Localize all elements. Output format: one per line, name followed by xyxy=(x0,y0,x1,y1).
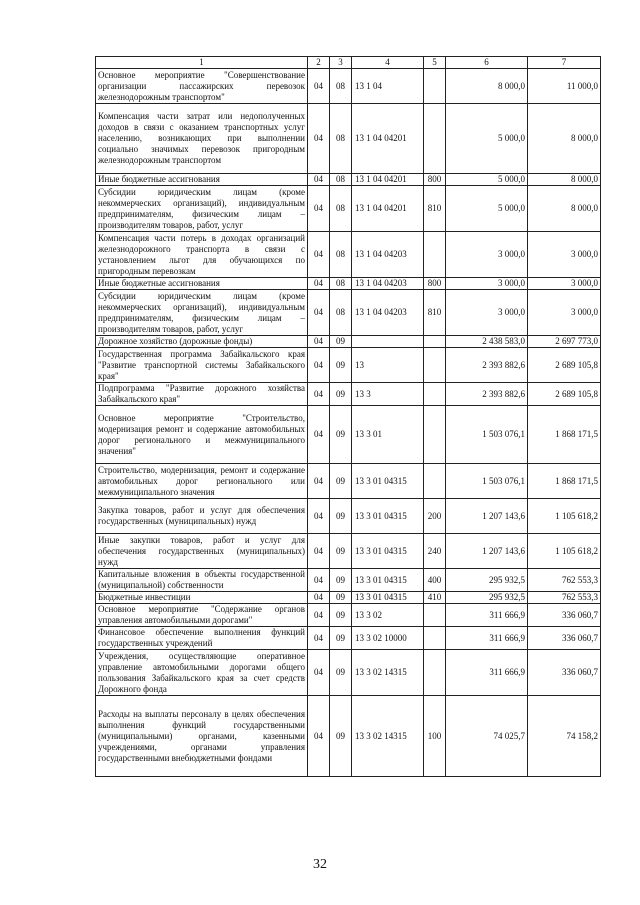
subsection-code: 09 xyxy=(330,336,352,348)
section-code: 04 xyxy=(308,499,330,534)
table-row xyxy=(96,383,601,406)
amount-year-2: 762 553,3 xyxy=(528,592,601,604)
subsection-code: 09 xyxy=(330,348,352,383)
expense-type-code xyxy=(424,232,446,278)
target-article-code: 13 1 04 04203 xyxy=(352,290,424,336)
section-code: 04 xyxy=(308,383,330,406)
subsection-code: 09 xyxy=(330,650,352,696)
budget-table xyxy=(95,56,601,777)
table-row xyxy=(96,406,601,464)
header-cell: 2 xyxy=(308,57,330,69)
target-article-code: 13 3 01 04315 xyxy=(352,499,424,534)
subsection-code: 09 xyxy=(330,696,352,777)
amount-year-2: 2 689 105,8 xyxy=(528,348,601,383)
subsection-code: 08 xyxy=(330,290,352,336)
table-row xyxy=(96,604,601,627)
amount-year-1: 2 438 583,0 xyxy=(446,336,528,348)
amount-year-2: 336 060,7 xyxy=(528,604,601,627)
amount-year-1: 2 393 882,6 xyxy=(446,348,528,383)
subsection-code: 08 xyxy=(330,278,352,290)
expense-type-code: 400 xyxy=(424,569,446,592)
table-row xyxy=(96,650,601,696)
amount-year-2: 762 553,3 xyxy=(528,569,601,592)
amount-year-2: 336 060,7 xyxy=(528,627,601,650)
budget-item-name: Основное мероприятие "Строительство, модернизация ремонт и содержание автомобильных дорог регионального и межмуниципального значения" xyxy=(96,406,308,464)
amount-year-2: 8 000,0 xyxy=(528,174,601,186)
budget-item-name: Основное мероприятие "Содержание органов управления автомобильными дорогами" xyxy=(96,604,308,627)
header-cell: 4 xyxy=(352,57,424,69)
table-row xyxy=(96,336,601,348)
amount-year-2: 1 868 171,5 xyxy=(528,464,601,499)
section-code: 04 xyxy=(308,186,330,232)
target-article-code: 13 3 01 04315 xyxy=(352,464,424,499)
table-row xyxy=(96,232,601,278)
table-row xyxy=(96,348,601,383)
header-row xyxy=(96,57,601,69)
table-row xyxy=(96,278,601,290)
subsection-code: 09 xyxy=(330,383,352,406)
amount-year-2: 336 060,7 xyxy=(528,650,601,696)
table-row xyxy=(96,696,601,777)
target-article-code: 13 1 04 xyxy=(352,69,424,104)
table-row xyxy=(96,499,601,534)
target-article-code: 13 1 04 04201 xyxy=(352,186,424,232)
subsection-code: 08 xyxy=(330,174,352,186)
budget-item-name: Компенсация части затрат или недополученных доходов в связи с оказанием транспортных услуг населению, возникающих при выполнении социально значимых перевозок пригородным железнодорожным транспортом xyxy=(96,104,308,174)
subsection-code: 09 xyxy=(330,604,352,627)
expense-type-code: 240 xyxy=(424,534,446,569)
expense-type-code xyxy=(424,336,446,348)
section-code: 04 xyxy=(308,104,330,174)
expense-type-code xyxy=(424,348,446,383)
table-row xyxy=(96,569,601,592)
expense-type-code: 810 xyxy=(424,186,446,232)
target-article-code: 13 3 xyxy=(352,383,424,406)
target-article-code: 13 xyxy=(352,348,424,383)
expense-type-code xyxy=(424,604,446,627)
budget-item-name: Строительство, модернизация, ремонт и содержание автомобильных дорог регионального или межмуниципального значения xyxy=(96,464,308,499)
amount-year-2: 1 868 171,5 xyxy=(528,406,601,464)
header-cell: 7 xyxy=(528,57,601,69)
amount-year-2: 2 697 773,0 xyxy=(528,336,601,348)
budget-item-name: Закупка товаров, работ и услуг для обеспечения государственных (муниципальных) нужд xyxy=(96,499,308,534)
section-code: 04 xyxy=(308,69,330,104)
target-article-code: 13 3 01 xyxy=(352,406,424,464)
table-row xyxy=(96,534,601,569)
budget-item-name: Финансовое обеспечение выполнения функций государственных учреждений xyxy=(96,627,308,650)
section-code: 04 xyxy=(308,174,330,186)
amount-year-1: 3 000,0 xyxy=(446,232,528,278)
target-article-code: 13 3 02 10000 xyxy=(352,627,424,650)
section-code: 04 xyxy=(308,348,330,383)
subsection-code: 09 xyxy=(330,464,352,499)
budget-item-name: Капитальные вложения в объекты государственной (муниципальной) собственности xyxy=(96,569,308,592)
budget-item-name: Иные бюджетные ассигнования xyxy=(96,278,308,290)
amount-year-2: 1 105 618,2 xyxy=(528,499,601,534)
section-code: 04 xyxy=(308,534,330,569)
expense-type-code: 410 xyxy=(424,592,446,604)
table-row xyxy=(96,464,601,499)
target-article-code: 13 3 02 xyxy=(352,604,424,627)
subsection-code: 08 xyxy=(330,186,352,232)
amount-year-1: 74 025,7 xyxy=(446,696,528,777)
amount-year-2: 3 000,0 xyxy=(528,278,601,290)
table-row xyxy=(96,186,601,232)
amount-year-1: 295 932,5 xyxy=(446,592,528,604)
amount-year-2: 74 158,2 xyxy=(528,696,601,777)
target-article-code: 13 3 01 04315 xyxy=(352,592,424,604)
budget-item-name: Расходы на выплаты персоналу в целях обеспечения выполнения функций государственными (муниципальными) органами, казенными учреждениями, органами управления государственными внебюджетными фондами xyxy=(96,696,308,777)
table-row xyxy=(96,104,601,174)
section-code: 04 xyxy=(308,290,330,336)
header-cell: 3 xyxy=(330,57,352,69)
amount-year-1: 311 666,9 xyxy=(446,627,528,650)
section-code: 04 xyxy=(308,336,330,348)
amount-year-2: 3 000,0 xyxy=(528,290,601,336)
subsection-code: 08 xyxy=(330,232,352,278)
header-cell: 1 xyxy=(96,57,308,69)
section-code: 04 xyxy=(308,464,330,499)
budget-item-name: Иные бюджетные ассигнования xyxy=(96,174,308,186)
expense-type-code xyxy=(424,464,446,499)
amount-year-1: 5 000,0 xyxy=(446,174,528,186)
table-row xyxy=(96,592,601,604)
amount-year-1: 1 503 076,1 xyxy=(446,406,528,464)
subsection-code: 08 xyxy=(330,69,352,104)
amount-year-2: 8 000,0 xyxy=(528,104,601,174)
expense-type-code xyxy=(424,627,446,650)
amount-year-1: 311 666,9 xyxy=(446,604,528,627)
section-code: 04 xyxy=(308,696,330,777)
budget-item-name: Учреждения, осуществляющие оперативное управление автомобильными дорогами общего пользования Забайкальского края за счет средств Дорожного фонда xyxy=(96,650,308,696)
target-article-code xyxy=(352,336,424,348)
expense-type-code: 100 xyxy=(424,696,446,777)
budget-item-name: Субсидии юридическим лицам (кроме некоммерческих организаций), индивидуальным предпринимателям, физическим лицам – производителям товаров, работ, услуг xyxy=(96,186,308,232)
amount-year-1: 2 393 882,6 xyxy=(446,383,528,406)
section-code: 04 xyxy=(308,406,330,464)
target-article-code: 13 1 04 04201 xyxy=(352,104,424,174)
amount-year-1: 8 000,0 xyxy=(446,69,528,104)
expense-type-code xyxy=(424,650,446,696)
target-article-code: 13 1 04 04203 xyxy=(352,278,424,290)
page-number: 32 xyxy=(313,857,327,872)
target-article-code: 13 3 02 14315 xyxy=(352,650,424,696)
table-row xyxy=(96,290,601,336)
subsection-code: 09 xyxy=(330,627,352,650)
amount-year-1: 3 000,0 xyxy=(446,278,528,290)
expense-type-code: 800 xyxy=(424,174,446,186)
table-row xyxy=(96,174,601,186)
subsection-code: 08 xyxy=(330,104,352,174)
table-row xyxy=(96,627,601,650)
section-code: 04 xyxy=(308,650,330,696)
expense-type-code xyxy=(424,383,446,406)
amount-year-2: 2 689 105,8 xyxy=(528,383,601,406)
expense-type-code: 800 xyxy=(424,278,446,290)
section-code: 04 xyxy=(308,627,330,650)
section-code: 04 xyxy=(308,232,330,278)
expense-type-code xyxy=(424,69,446,104)
section-code: 04 xyxy=(308,569,330,592)
amount-year-1: 3 000,0 xyxy=(446,290,528,336)
amount-year-1: 295 932,5 xyxy=(446,569,528,592)
budget-item-name: Иные закупки товаров, работ и услуг для обеспечения государственных (муниципальных) нужд xyxy=(96,534,308,569)
subsection-code: 09 xyxy=(330,534,352,569)
subsection-code: 09 xyxy=(330,406,352,464)
amount-year-2: 3 000,0 xyxy=(528,232,601,278)
target-article-code: 13 3 01 04315 xyxy=(352,534,424,569)
budget-item-name: Бюджетные инвестиции xyxy=(96,592,308,604)
target-article-code: 13 1 04 04203 xyxy=(352,232,424,278)
section-code: 04 xyxy=(308,592,330,604)
budget-item-name: Компенсация части потерь в доходах организаций железнодорожного транспорта в связи с установлением льгот для обучающихся по пригородным перевозкам xyxy=(96,232,308,278)
amount-year-2: 11 000,0 xyxy=(528,69,601,104)
amount-year-1: 1 207 143,6 xyxy=(446,499,528,534)
budget-item-name: Подпрограмма "Развитие дорожного хозяйства Забайкальского края" xyxy=(96,383,308,406)
header-cell: 6 xyxy=(446,57,528,69)
budget-item-name: Основное мероприятие "Совершенствование организации пассажирских перевозок железнодорожным транспортом" xyxy=(96,69,308,104)
amount-year-2: 8 000,0 xyxy=(528,186,601,232)
target-article-code: 13 3 01 04315 xyxy=(352,569,424,592)
amount-year-1: 1 503 076,1 xyxy=(446,464,528,499)
amount-year-1: 5 000,0 xyxy=(446,104,528,174)
amount-year-1: 1 207 143,6 xyxy=(446,534,528,569)
expense-type-code: 810 xyxy=(424,290,446,336)
amount-year-2: 1 105 618,2 xyxy=(528,534,601,569)
budget-item-name: Дорожное хозяйство (дорожные фонды) xyxy=(96,336,308,348)
subsection-code: 09 xyxy=(330,569,352,592)
target-article-code: 13 3 02 14315 xyxy=(352,696,424,777)
expense-type-code xyxy=(424,104,446,174)
table-row xyxy=(96,69,601,104)
section-code: 04 xyxy=(308,604,330,627)
expense-type-code: 200 xyxy=(424,499,446,534)
section-code: 04 xyxy=(308,278,330,290)
amount-year-1: 5 000,0 xyxy=(446,186,528,232)
header-cell: 5 xyxy=(424,57,446,69)
subsection-code: 09 xyxy=(330,499,352,534)
subsection-code: 09 xyxy=(330,592,352,604)
amount-year-1: 311 666,9 xyxy=(446,650,528,696)
target-article-code: 13 1 04 04201 xyxy=(352,174,424,186)
budget-item-name: Государственная программа Забайкальского края "Развитие транспортной системы Забайкальского края" xyxy=(96,348,308,383)
expense-type-code xyxy=(424,406,446,464)
budget-item-name: Субсидии юридическим лицам (кроме некоммерческих организаций), индивидуальным предпринимателям, физическим лицам – производителям товаров, работ, услуг xyxy=(96,290,308,336)
